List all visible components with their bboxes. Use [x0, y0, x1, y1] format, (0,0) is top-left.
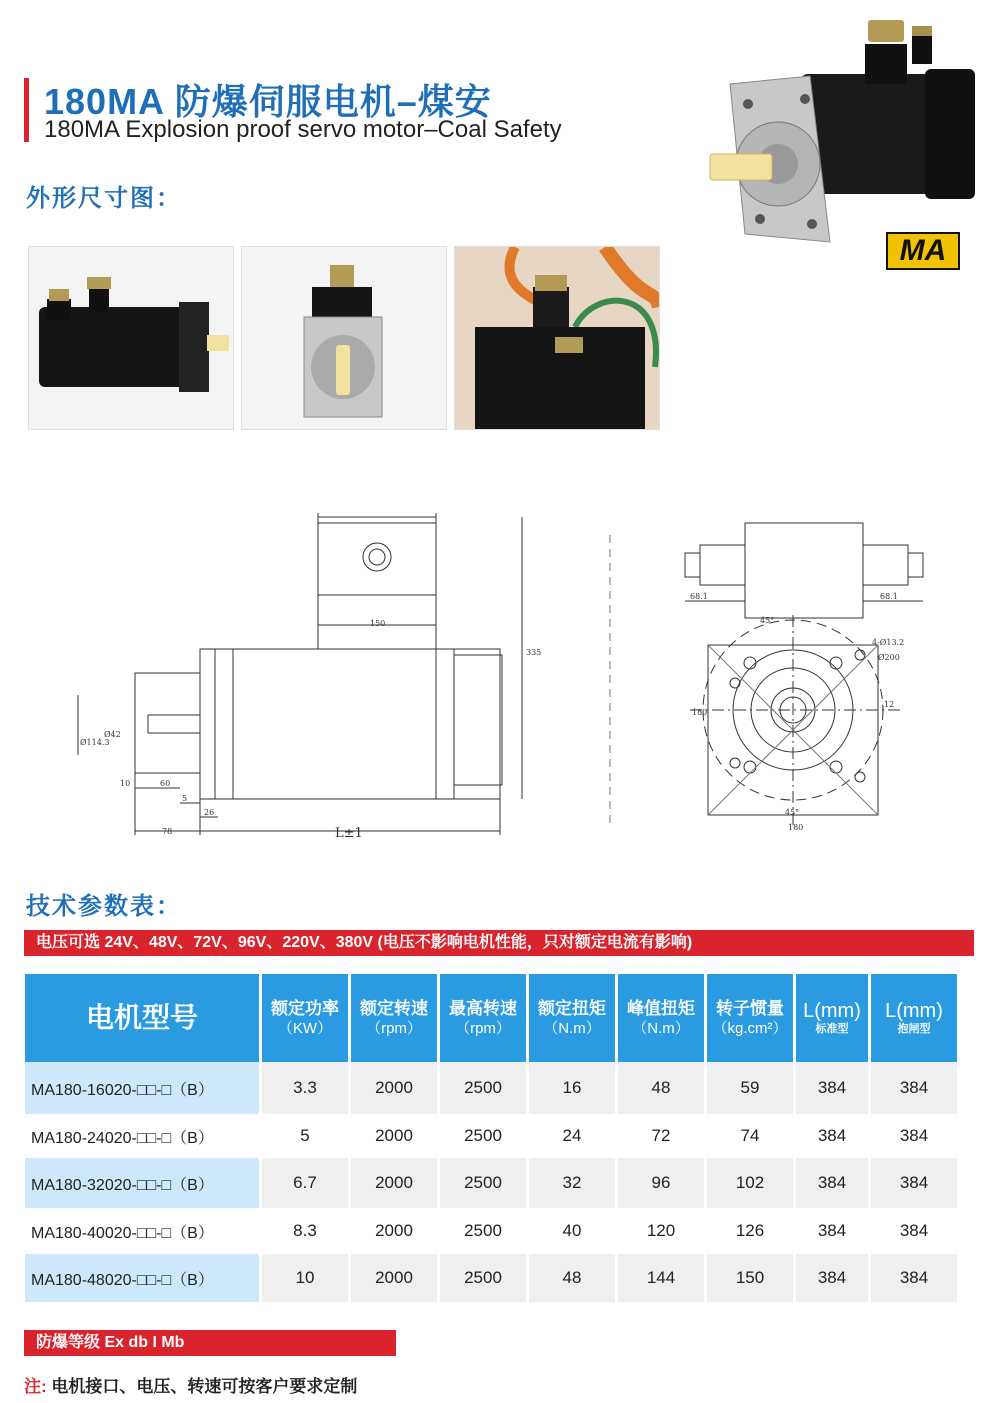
cell-model: MA180-48020-□□-□（B） [25, 1254, 259, 1302]
cell: 384 [871, 1254, 957, 1302]
spec-table [22, 974, 960, 1302]
dim-180-vertical: 180 [692, 708, 708, 717]
page-subtitle: 180MA Explosion proof servo motor–Coal Safety [44, 116, 562, 143]
table-row [25, 1114, 957, 1158]
cell: 384 [899, 1221, 929, 1240]
table-row [25, 1158, 957, 1208]
dim-l-tolerance: L±1 [335, 826, 363, 841]
cell: 16 [529, 1062, 615, 1114]
header-model: 电机型号 [25, 974, 259, 1062]
section-dimensions: 外形尺寸图： [26, 185, 182, 212]
ma-badge [886, 232, 960, 270]
section-tech-params: 技术参数表： [26, 893, 182, 920]
dim-5: 5 [182, 794, 188, 803]
cell: 2000 [375, 1126, 413, 1145]
page-title: 180MA 防爆伺服电机–煤安 [44, 81, 492, 122]
spec-table-wrapper [22, 974, 960, 1302]
header-length-brake: L(mm) 抱闸型 [871, 974, 957, 1062]
cell: 48 [618, 1062, 704, 1114]
header-rated-speed: 额定转速 （rpm） [351, 974, 437, 1062]
dim-10: 10 [120, 779, 131, 788]
cell: 32 [529, 1158, 615, 1208]
table-row [25, 1062, 957, 1114]
cell: 48 [529, 1254, 615, 1302]
product-photo-front [241, 246, 447, 430]
voltage-note-bar: 电压可选 24V、48V、72V、96V、220V、380V (电压不影响电机性能，只对额定电流有影响) [24, 930, 974, 956]
cell: 74 [740, 1126, 760, 1145]
cell: 2000 [351, 1062, 437, 1114]
cell: 102 [707, 1158, 793, 1208]
footer-note [24, 1372, 357, 1397]
product-photo-side [28, 246, 234, 430]
table-row [25, 1254, 957, 1302]
dim-12: 12 [884, 700, 895, 709]
dim-60: 60 [160, 779, 171, 788]
explosion-grade-bar: 防爆等级 Ex db I Mb [24, 1330, 396, 1356]
footer-note-text: 电机接口、电压、转速可按客户要求定制 [51, 1377, 358, 1396]
cell: 96 [618, 1158, 704, 1208]
dim-68-right: 68.1 [880, 592, 898, 601]
cell: 72 [651, 1126, 671, 1145]
footer-note-label: 注: [24, 1377, 47, 1396]
ma-badge-text: MA [899, 234, 947, 267]
cell: 384 [871, 1062, 957, 1114]
cell: 2000 [375, 1221, 413, 1240]
cell: 2500 [440, 1254, 526, 1302]
cell: 2500 [464, 1221, 502, 1240]
header-peak-torque: 峰值扭矩 （N.m） [618, 974, 704, 1062]
cell: 3.3 [262, 1062, 348, 1114]
dim-d114: Ø114.3 [80, 738, 110, 747]
table-header-row [25, 974, 957, 1062]
hero-motor-image [690, 14, 990, 244]
technical-drawing [60, 505, 960, 850]
cell-model: MA180-24020-□□-□（B） [31, 1129, 214, 1147]
cell: 384 [796, 1158, 868, 1208]
header-max-speed: 最高转速 （rpm） [440, 974, 526, 1062]
cell-model: MA180-32020-□□-□（B） [25, 1158, 259, 1208]
dim-holes: 4-Ø13.2 [872, 638, 905, 647]
table-row [25, 1208, 957, 1254]
cell: 2500 [440, 1158, 526, 1208]
dim-78: 78 [162, 827, 173, 836]
cell: 8.3 [293, 1221, 317, 1240]
drawing-motor-body [200, 649, 500, 799]
cell: 384 [796, 1062, 868, 1114]
cell: 10 [262, 1254, 348, 1302]
cell: 24 [562, 1126, 582, 1145]
dim-68-left: 68.1 [690, 592, 708, 601]
dim-d42: Ø42 [104, 730, 121, 739]
header-rated-power: 额定功率 （KW） [262, 974, 348, 1062]
cell: 384 [871, 1158, 957, 1208]
dim-45-bottom: 45° [785, 808, 800, 817]
cell: 2500 [464, 1126, 502, 1145]
product-photo-connector [454, 246, 660, 430]
cell: 120 [646, 1221, 676, 1240]
cell: 384 [796, 1254, 868, 1302]
cell: 2500 [440, 1062, 526, 1114]
cell: 384 [817, 1126, 847, 1145]
cell: 384 [899, 1126, 929, 1145]
dim-45-top: 45° [760, 616, 775, 625]
cell: 144 [618, 1254, 704, 1302]
cell: 384 [817, 1221, 847, 1240]
cell-model: MA180-16020-□□-□（B） [25, 1062, 259, 1114]
dim-335: 335 [526, 648, 542, 657]
cell: 40 [562, 1221, 582, 1240]
dim-180-horizontal: 180 [788, 823, 804, 832]
header-rated-torque: 额定扭矩 （N.m） [529, 974, 615, 1062]
drawing-junction-box [318, 523, 436, 649]
header-rotor-inertia: 转子惯量 （kg.cm²） [707, 974, 793, 1062]
cell: 6.7 [262, 1158, 348, 1208]
dim-150: 150 [370, 619, 386, 628]
cell: 2000 [351, 1254, 437, 1302]
cell-model: MA180-40020-□□-□（B） [31, 1224, 214, 1242]
cell: 126 [735, 1221, 765, 1240]
cell: 5 [300, 1126, 310, 1145]
cell: 59 [707, 1062, 793, 1114]
dim-26: 26 [204, 808, 215, 817]
cell: 2000 [351, 1158, 437, 1208]
header-length-standard: L(mm) 标准型 [796, 974, 868, 1062]
dim-d200: Ø200 [878, 653, 900, 662]
title-accent-bar [24, 78, 29, 142]
cell: 150 [707, 1254, 793, 1302]
